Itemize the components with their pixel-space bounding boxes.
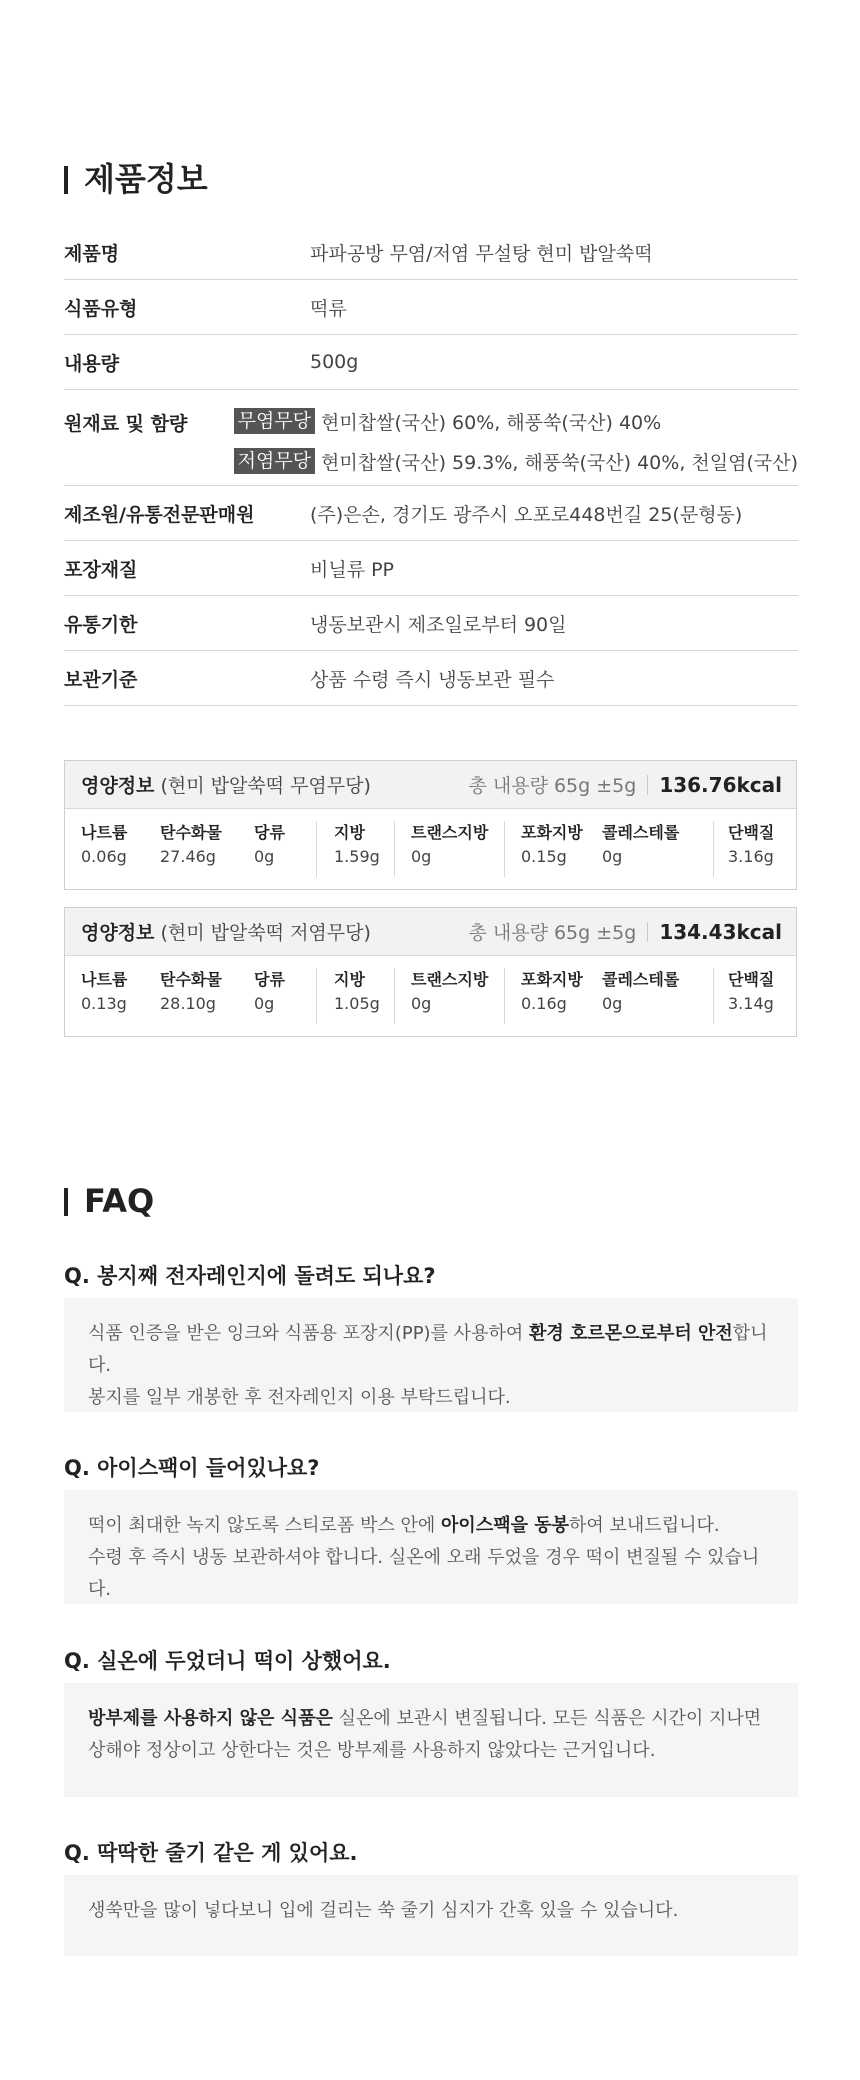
ingredient-tag: 저염무당 (234, 448, 315, 474)
info-row-food-type (64, 280, 798, 335)
nutrition-box-unsalted (64, 760, 797, 890)
nutrition-cell-saturated-fat (505, 821, 602, 889)
nutrition-title-product: (현미 밥알쑥떡 무염무당) (154, 775, 371, 797)
nutrition-summary (468, 771, 782, 798)
info-row-manufacturer (64, 486, 798, 541)
nutrition-header (65, 761, 796, 809)
nutrient-value: 0g (602, 994, 623, 1013)
nutrient-value: 27.46g (160, 847, 216, 866)
faq-question-ice-pack: Q. 아이스팩이 들어있나요? (64, 1452, 798, 1495)
info-label: 제품명 (64, 242, 120, 265)
ingredient-text: 현미찹쌀(국산) 60%, 해풍쑥(국산) 40% (321, 411, 662, 434)
faq-answer (64, 1490, 798, 1604)
nutrient-label: 콜레스테롤 (602, 970, 680, 989)
nutrition-cell-saturated-fat (505, 968, 602, 1036)
divider (647, 775, 648, 795)
info-row-product-name (64, 225, 798, 280)
nutrient-value: 1.59g (334, 847, 380, 866)
info-label: 내용량 (64, 352, 120, 375)
nutrition-cell-cholesterol (602, 821, 714, 877)
info-label: 유통기한 (64, 613, 138, 636)
info-row-expiry (64, 596, 798, 651)
nutrition-total: 총 내용량 65g ±5g (468, 922, 637, 944)
nutrition-cell-trans-fat (395, 968, 505, 1024)
nutrient-label: 단백질 (728, 970, 775, 989)
nutrition-header (65, 908, 796, 956)
info-label: 식품유형 (64, 297, 138, 320)
nutrient-label: 나트륨 (81, 823, 128, 842)
nutrient-value: 3.14g (728, 994, 774, 1013)
nutrient-label: 포화지방 (521, 970, 583, 989)
nutrient-value: 0.16g (521, 994, 567, 1013)
nutrient-value: 3.16g (728, 847, 774, 866)
nutrition-cell-fat (317, 821, 395, 877)
faq-answer (64, 1683, 798, 1797)
info-row-ingredients (64, 390, 798, 486)
info-value: 500g (310, 351, 359, 373)
nutrition-cell-carbohydrate (160, 821, 254, 889)
faq-question-stem: Q. 딱딱한 줄기 같은 게 있어요. (64, 1837, 798, 1880)
nutrient-value: 0.13g (81, 994, 127, 1013)
info-value: 냉동보관시 제조일로부터 90일 (310, 613, 567, 636)
faq-answer-line (88, 1895, 774, 1927)
nutrient-label: 탄수화물 (160, 970, 222, 989)
faq-answer-line (88, 1510, 774, 1542)
faq-answer-emphasis: 방부제를 사용하지 않은 식품은 (88, 1708, 333, 1729)
faq-answer-line (88, 1318, 774, 1382)
nutrient-label: 당류 (254, 823, 285, 842)
nutrition-title-bold: 영양정보 (81, 922, 155, 944)
nutrition-cell-protein (714, 968, 774, 1036)
nutrition-cell-cholesterol (602, 968, 714, 1024)
nutrient-value: 28.10g (160, 994, 216, 1013)
info-label: 보관기준 (64, 668, 138, 691)
nutrition-title (81, 918, 371, 945)
nutrient-label: 탄수화물 (160, 823, 222, 842)
info-value: 파파공방 무염/저염 무설탕 현미 밥알쑥떡 (310, 242, 653, 265)
faq-answer-text: 실온에 보관시 변질됩니다. 모든 식품은 시간이 지나면 (332, 1708, 762, 1729)
nutrient-label: 트랜스지방 (411, 970, 489, 989)
nutrient-label: 나트륨 (81, 970, 128, 989)
faq-answer-line (88, 1703, 774, 1735)
nutrient-label: 지방 (334, 970, 365, 989)
nutrition-cells (65, 809, 796, 889)
nutrient-value: 0g (411, 847, 432, 866)
faq-answer-line (88, 1542, 774, 1606)
info-label: 포장재질 (64, 558, 138, 581)
nutrition-cell-sodium (81, 968, 160, 1036)
nutrition-cell-trans-fat (395, 821, 505, 877)
nutrient-label: 단백질 (728, 823, 775, 842)
nutrition-cell-protein (714, 821, 774, 889)
info-row-storage (64, 651, 798, 706)
nutrient-label: 당류 (254, 970, 285, 989)
nutrient-value: 1.05g (334, 994, 380, 1013)
nutrient-value: 0g (411, 994, 432, 1013)
nutrition-title (81, 771, 371, 798)
info-label: 제조원/유통전문판매원 (64, 503, 255, 526)
faq-answer-emphasis: 환경 호르몬으로부터 안전 (528, 1323, 733, 1344)
faq-answer-emphasis: 아이스팩을 동봉 (441, 1515, 570, 1536)
nutrient-value: 0.15g (521, 847, 567, 866)
info-label: 원재료 및 함량 (64, 413, 188, 435)
nutrient-value: 0g (602, 847, 623, 866)
product-info-title: 제품정보 (64, 162, 208, 196)
info-row-packaging (64, 541, 798, 596)
faq-answer-text: 떡이 최대한 녹지 않도록 스티로폼 박스 안에 (88, 1515, 442, 1536)
nutrient-label: 포화지방 (521, 823, 583, 842)
nutrition-title-product: (현미 밥알쑥떡 저염무당) (154, 922, 371, 944)
info-value: 떡류 (310, 297, 347, 320)
nutrient-value: 0g (254, 994, 275, 1013)
nutrient-label: 콜레스테롤 (602, 823, 680, 842)
ingredient-line (234, 406, 798, 436)
faq-answer (64, 1875, 798, 1956)
nutrition-cell-fat (317, 968, 395, 1024)
faq-answer (64, 1298, 798, 1412)
info-value: 상품 수령 즉시 냉동보관 필수 (310, 668, 555, 691)
ingredient-tag: 무염무당 (234, 408, 315, 434)
nutrition-kcal: 136.76kcal (659, 772, 782, 797)
nutrition-cell-sodium (81, 821, 160, 889)
faq-answer-text: 식품 인증을 받은 잉크와 식품용 포장지(PP)를 사용하여 (88, 1323, 529, 1344)
nutrient-value: 0g (254, 847, 275, 866)
nutrition-cell-carbohydrate (160, 968, 254, 1036)
info-value: (주)은손, 경기도 광주시 오포로448번길 25(문형동) (310, 503, 743, 526)
divider (647, 922, 648, 942)
product-info-table (64, 225, 798, 706)
info-value: 비닐류 PP (310, 558, 395, 581)
nutrition-total: 총 내용량 65g ±5g (468, 775, 637, 797)
nutrient-label: 지방 (334, 823, 365, 842)
faq-title: FAQ (64, 1184, 154, 1218)
nutrition-kcal: 134.43kcal (659, 919, 782, 944)
faq-answer-text: 생쑥만을 많이 넣다보니 입에 걸리는 쑥 줄기 심지가 간혹 있을 수 있습니다. (88, 1900, 679, 1921)
faq-answer-text: 상해야 정상이고 상한다는 것은 방부제를 사용하지 않았다는 근거입니다. (88, 1740, 656, 1761)
ingredients-value (234, 406, 798, 476)
ingredient-text: 현미찹쌀(국산) 59.3%, 해풍쑥(국산) 40%, 천일염(국산) (321, 451, 798, 474)
faq-answer-line (88, 1382, 774, 1414)
nutrition-summary (468, 918, 782, 945)
nutrition-cell-sugar (254, 821, 317, 877)
faq-answer-line (88, 1735, 774, 1767)
faq-question-room-temperature: Q. 실온에 두었더니 떡이 상했어요. (64, 1645, 798, 1688)
ingredient-line (234, 446, 798, 476)
nutrient-label: 트랜스지방 (411, 823, 489, 842)
faq-answer-text: 수령 후 즉시 냉동 보관하셔야 합니다. 실온에 오래 두었을 경우 떡이 변질될 수 있습니다. (88, 1547, 760, 1600)
faq-question-microwave: Q. 봉지째 전자레인지에 돌려도 되나요? (64, 1260, 798, 1303)
faq-answer-text: 하여 보내드립니다. (569, 1515, 720, 1536)
faq-answer-text: 합니다. (88, 1323, 768, 1376)
nutrition-box-low-salt (64, 907, 797, 1037)
nutrition-cells (65, 956, 796, 1036)
faq-answer-text: 봉지를 일부 개봉한 후 전자레인지 이용 부탁드립니다. (88, 1387, 511, 1408)
nutrition-cell-sugar (254, 968, 317, 1024)
nutrient-value: 0.06g (81, 847, 127, 866)
nutrition-title-bold: 영양정보 (81, 775, 155, 797)
info-row-net-content (64, 335, 798, 390)
